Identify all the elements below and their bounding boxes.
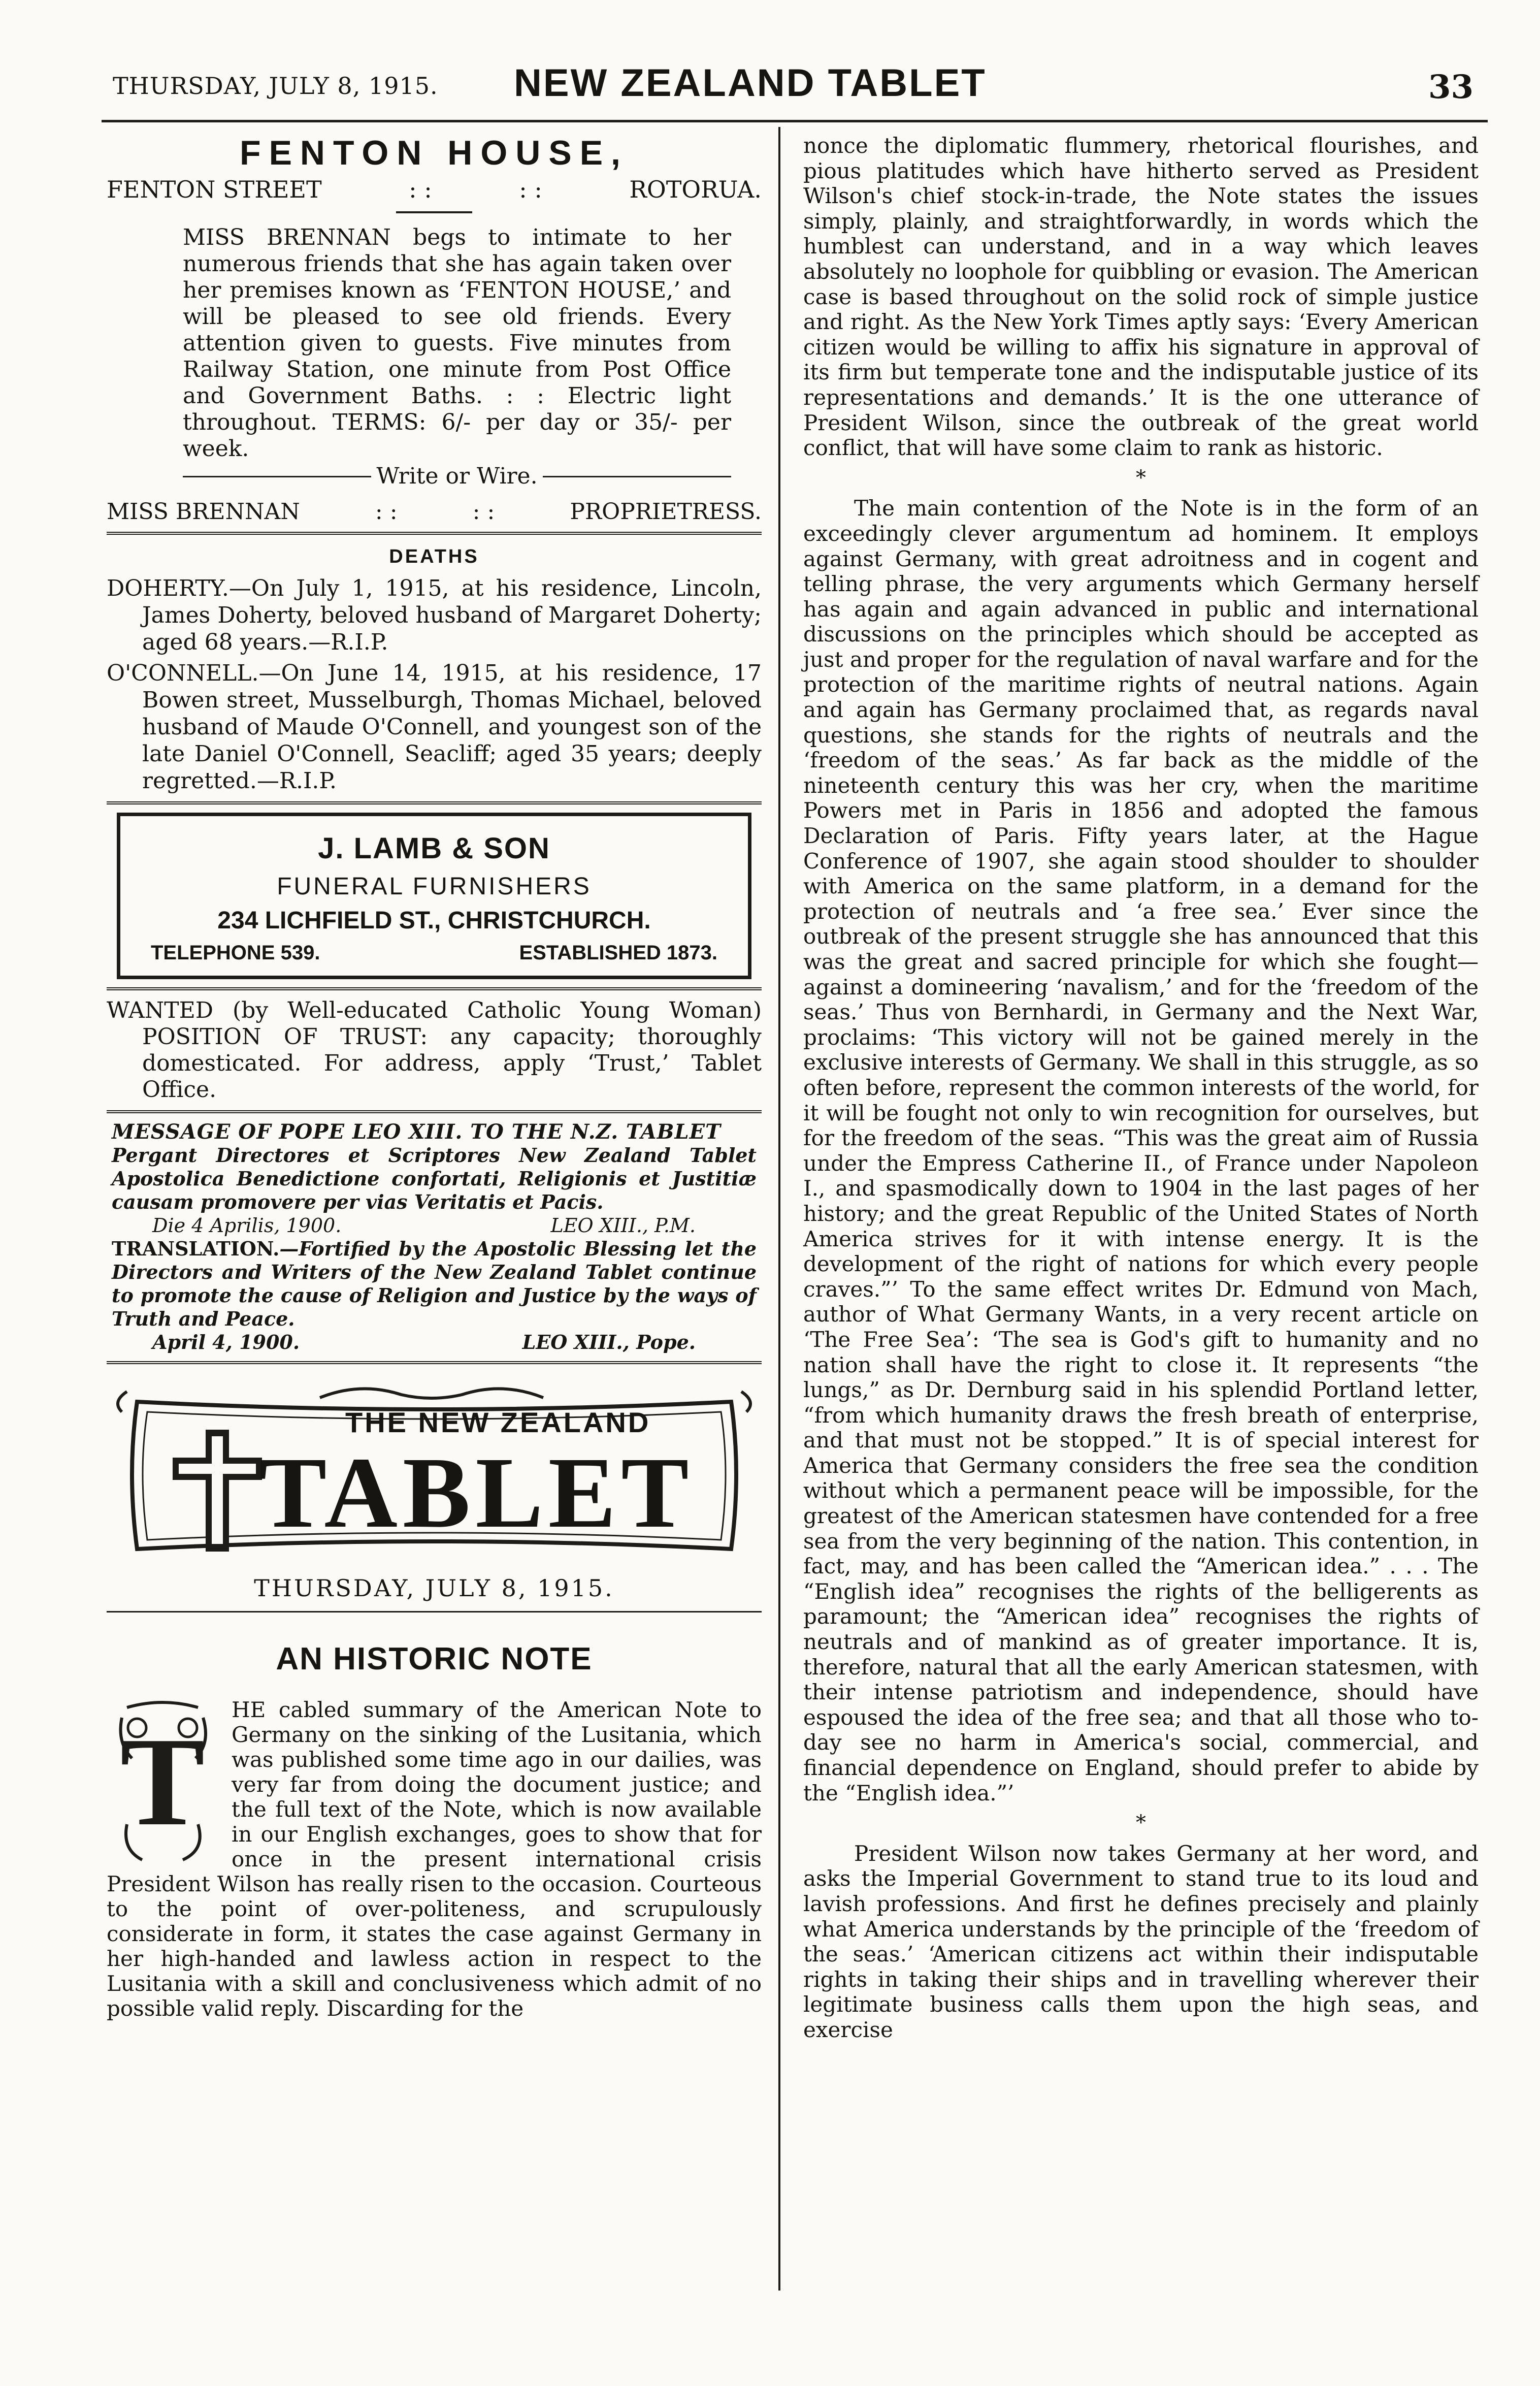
header-rule	[102, 120, 1488, 122]
fenton-write-line	[183, 463, 731, 490]
lamb-trade: FUNERAL FURNISHERS	[277, 873, 592, 900]
fenton-sep-2: : :	[519, 176, 542, 203]
death-notice-oconnell: O'CONNELL.—On June 14, 1915, at his residence, 17 Bowen street, Musselburgh, Thomas Michael, beloved husband of Maude O'Connell, and youngest son of the late Daniel O'Connell, Seacliff; aged 35 years; deeply regretted.—R.I.P.	[107, 660, 762, 794]
lamb-telephone: TELEPHONE 539.	[151, 942, 320, 964]
fenton-title: FENTON HOUSE,	[240, 134, 629, 172]
dropcap-letter: T	[120, 1712, 205, 1852]
lamb-name: J. LAMB & SON	[318, 832, 550, 865]
fenton-town: ROTORUA.	[629, 176, 762, 203]
leo-heading: MESSAGE OF POPE LEO XIII. TO THE N.Z. TABLET	[112, 1120, 721, 1144]
section-star-1: *	[1136, 466, 1146, 490]
leo-translation-text: —Fortified by the Apostolic Blessing let the Directors and Writers of the New Zealand Tablet continue to promote the cause of Religion and Justice by the ways of Truth and Peace.	[112, 1237, 757, 1330]
leo-date: April 4, 1900.	[152, 1331, 300, 1353]
death-notice-doherty: DOHERTY.—On July 1, 1915, at his residence, Lincoln, James Doherty, beloved husband of Margaret Doherty; aged 68 years.—R.I.P.	[107, 575, 762, 655]
proprietor-title: PROPRIETRESS.	[570, 499, 762, 525]
section-star-2: *	[1136, 1811, 1146, 1835]
pope-leo-message	[112, 1120, 757, 1354]
leo-latin-signature	[112, 1214, 757, 1237]
dropcap-ornament	[107, 1697, 218, 1865]
tablet-masthead	[107, 1381, 762, 1564]
wanted-ad: WANTED (by Well-educated Catholic Young Woman) POSITION OF TRUST: any capacity; thoroughly domesticated. For address, apply ‘Trust,’ Tablet Office.	[107, 997, 762, 1103]
lamb-address: 234 LICHFIELD ST., CHRISTCHURCH.	[217, 907, 651, 934]
masthead-top: THE NEW ZEALAND	[345, 1406, 651, 1438]
leo-signature	[112, 1331, 757, 1354]
fenton-write: Write or Wire.	[376, 463, 538, 489]
issue-date: THURSDAY, JULY 8, 1915.	[113, 72, 438, 100]
lamb-established: ESTABLISHED 1873.	[519, 942, 717, 964]
divider	[107, 1361, 762, 1364]
leo-translation	[112, 1237, 757, 1331]
fenton-street: FENTON STREET	[107, 176, 322, 203]
leo-latin-date: Die 4 Aprilis, 1900.	[152, 1214, 342, 1237]
left-column	[107, 133, 762, 2021]
historic-article	[107, 1697, 762, 2021]
deaths-heading: DEATHS	[389, 546, 479, 567]
leo-latin: Pergant Directores et Scriptores New Zealand Tablet Apostolica Benedictione confortati, Religionis et Justitiæ causam promovere per vias Veritatis et Pacis.	[112, 1144, 757, 1213]
fenton-body: MISS BRENNAN begs to intimate to her numerous friends that she has again taken over her premises known as ‘FENTON HOUSE,’ and will be pleased to see old friends. Every attention given to guests. Five minutes from Railway Station, one minute from Post Office and Government Baths. : : Electric light throughout. TERMS: 6/- per day or 35/- per week.	[183, 224, 731, 462]
right-column	[803, 133, 1479, 2043]
proprietor-sep-2: : :	[472, 499, 495, 525]
paper-title: NEW ZEALAND TABLET	[514, 61, 987, 105]
historic-heading: AN HISTORIC NOTE	[276, 1641, 593, 1676]
historic-paragraph: HE cabled summary of the American Note to Germany on the sinking of the Lusitania, which was published some time ago in our dailies, was very far from doing the document justice; and the full text of the Note, which is now available in our English exchanges, goes to show that for once in the present international crisis President Wilson has really risen to the occasion. Courteous to the point of over-politeness, and scrupulously considerate in form, it states the case against Germany in her high-handed and lawless action in respect to the Lusitania with a skill and conclusiveness which admit of no possible valid reply. Discarding for the	[107, 1697, 762, 2021]
divider	[107, 1110, 762, 1113]
divider	[107, 532, 762, 535]
masthead-big: TABLET	[259, 1437, 694, 1549]
fenton-sep-1: : :	[409, 176, 432, 203]
proprietor-sep-1: : :	[375, 499, 398, 525]
leo-sig: LEO XIII., Pope.	[522, 1331, 696, 1353]
fenton-dash	[396, 211, 472, 213]
page-header	[113, 61, 1489, 117]
divider	[107, 1611, 762, 1613]
leo-translation-label: TRANSLATION.	[112, 1237, 280, 1260]
lamb-funeral-ad	[117, 813, 751, 979]
divider	[107, 801, 762, 804]
fenton-house-ad	[107, 133, 762, 525]
lamb-details	[136, 942, 733, 964]
page-number: 33	[1428, 68, 1473, 106]
leo-latin-sig: LEO XIII., P.M.	[550, 1214, 696, 1237]
fenton-proprietor	[107, 499, 762, 525]
article-para-3: President Wilson now takes Germany at her word, and asks the Imperial Government to stand true to its loud and lavish professions. And first he defines precisely and plainly what America understands by the principle of the ‘freedom of the seas.’ ‘American citizens act within their indisputable rights in taking their ships and in travelling wherever their legitimate business calls them upon the high seas, and exercise	[803, 1841, 1479, 2042]
column-rule	[778, 127, 780, 2291]
masthead-date: THURSDAY, JULY 8, 1915.	[254, 1574, 614, 1602]
article-para-2: The main contention of the Note is in the form of an exceedingly clever argumentum ad hominem. It employs against Germany, with great adroitness and in cogent and telling phrase, the very arguments which Germany herself has again and again advanced in public and international discussions on the principles which should be accepted as just and proper for the regulation of naval warfare and for the protection of the maritime rights of neutral nations. Again and again has Germany proclaimed that, as regards naval questions, she stands for the rights of neutrals and the ‘freedom of the seas.’ As far back as the middle of the nineteenth century this was her cry, when the maritime Powers met in Paris in 1856 and adopted the famous Declaration of Paris. Fifty years later, at the Hague Conference of 1907, she again stood shoulder to shoulder with America on the same platform, in a demand for the protection of neutrals and ‘a free sea.’ Ever since the outbreak of the present struggle she has announced that this was the great and sacred principle for which she fought—against a domineering ‘navalism,’ and for the ‘freedom of the seas.’ Thus von Bernhardi, in Germany and the Next War, proclaims: ‘This victory will not be gained merely in the exclusive interests of Germany. We shall in this struggle, as so often before, represent the common interests of the world, for it will be fought not only to win recognition for ourselves, but for the freedom of the seas. “This was the great aim of Russia under the Empress Catherine II., of France under Napoleon I., and spasmodically down to 1904 in the last pages of her history; and the great Republic of the United States of North America strives for it with intense energy. It is the development of the right of nations for which every people craves.”’ To the same effect writes Dr. Edmund von Mach, author of What Germany Wants, in a very recent article on ‘The Free Sea’: ‘The sea is God's gift to humanity and no nation shall have the right to close it. It represents “the lungs,” as Dr. Dernburg said in his splendid Portland letter, “from which humanity draws the fresh breath of enterprise, and that must not be stopped.” It is of special interest for America that Germany considers the free sea the condition without which a permanent peace will be impossible, for the greatest of the American statesmen have contended for a free sea from the very beginning of the nation. This contention, in fact, may, and has been called the “American idea.” . . . The “English idea” recognises the rights of the belligerents as paramount; the “American idea” recognises the rights of neutrals and of mankind as of greater importance. It is, therefore, natural that all the early American statesmen, with their intense patriotism and independence, should have espoused the idea of the free sea; and that all those who to-day see no harm in America's social, commercial, and financial dependence on England, should prefer to abide by the “English idea.”’	[803, 496, 1479, 1805]
proprietor-name: MISS BRENNAN	[107, 499, 300, 525]
divider	[107, 987, 762, 990]
fenton-address	[107, 176, 762, 203]
article-para-1: nonce the diplomatic flummery, rhetorical flourishes, and pious platitudes which have hitherto served as President Wilson's chief stock-in-trade, the Note states the issues simply, plainly, and straightforwardly, in words which the humblest can understand, and in a way which leaves absolutely no loophole for quibbling or evasion. The American case is based throughout on the solid rock of simple justice and right. As the New York Times aptly says: ‘Every American citizen would be willing to affix his signature in approval of its firm but temperate tone and the indisputable justice of its representations and demands.’ It is the one utterance of President Wilson, since the outbreak of the great world conflict, that will have some claim to rank as historic.	[803, 133, 1479, 461]
